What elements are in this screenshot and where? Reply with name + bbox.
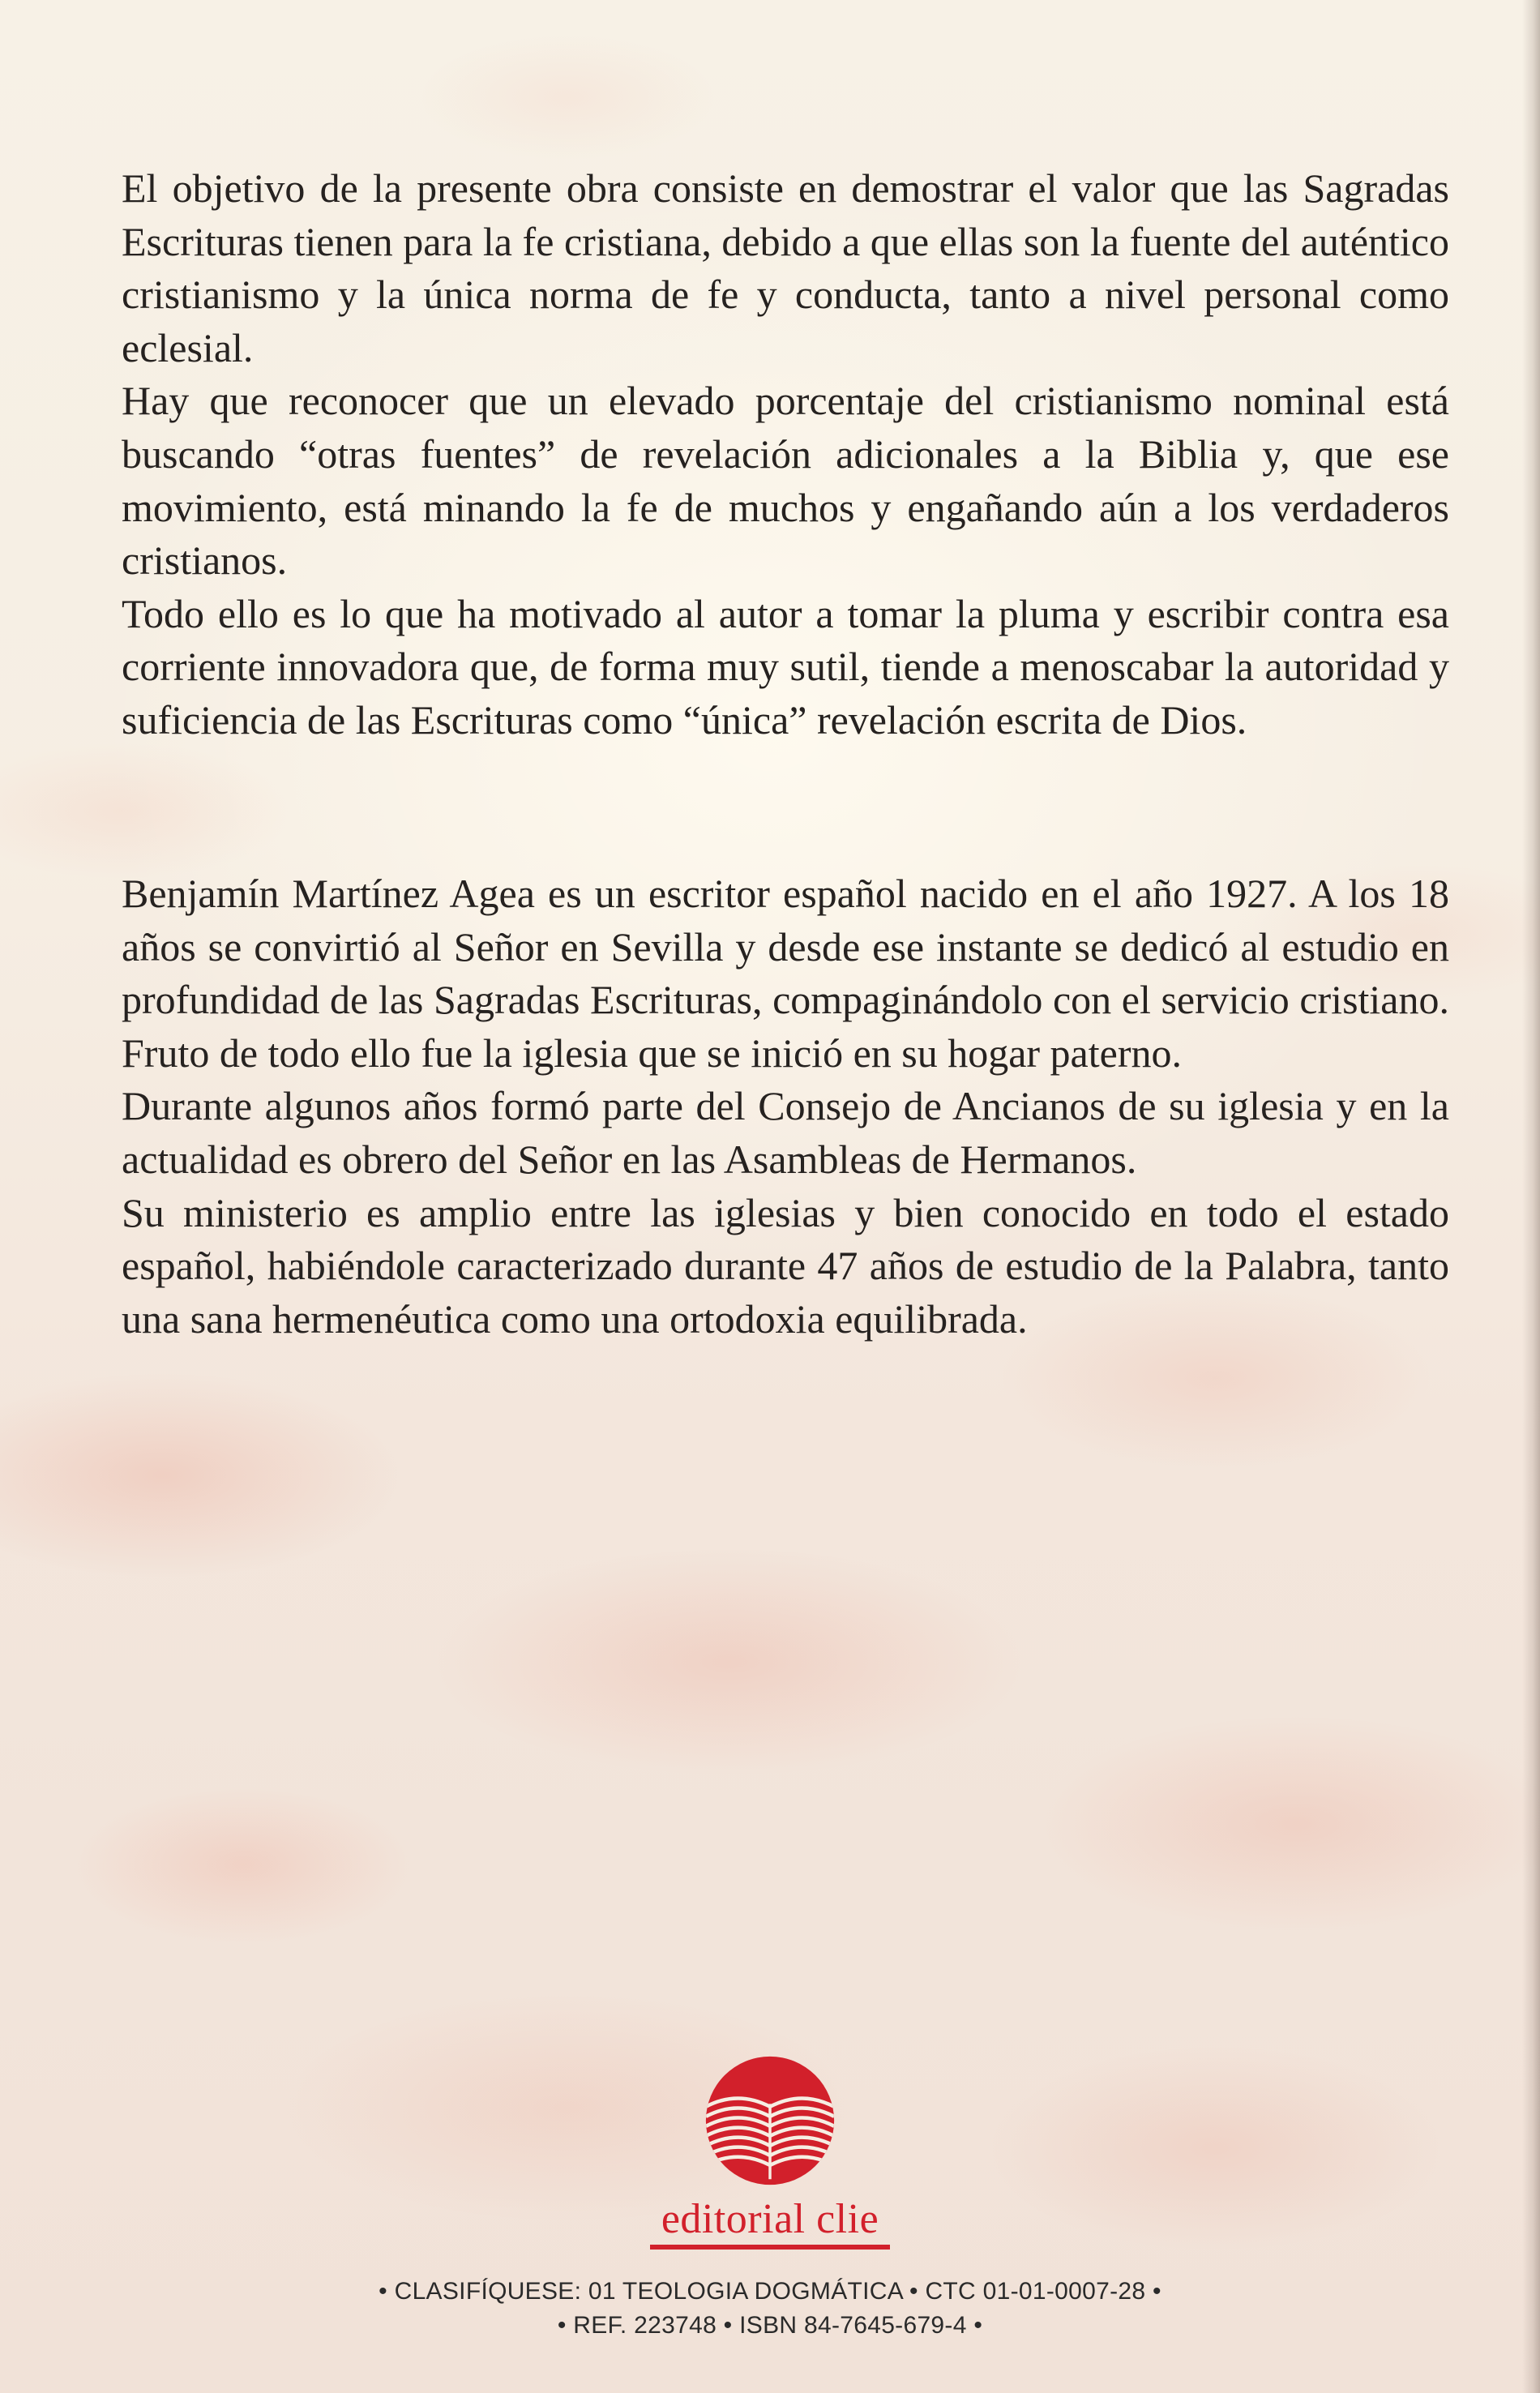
author-paragraph-2: Durante algunos años formó parte del Consejo de Ancianos de su iglesia y en la actualidad es obrero del Señor en las Asambleas de Hermanos. bbox=[122, 1083, 1449, 1182]
intro-paragraph-1: El objetivo de la presente obra consiste en demostrar el valor que las Sagradas Escrituras tienen para la fe cristiana, debido a que ellas son la fuente del auténtico cristianismo y la única norma de fe y conducta, tanto a nivel personal como eclesial. bbox=[122, 165, 1449, 370]
open-book-globe-icon bbox=[700, 2051, 840, 2190]
author-bio-block bbox=[122, 867, 1449, 1346]
author-paragraph-1: Benjamín Martínez Agea es un escritor español nacido en el año 1927. A los 18 años se convirtió al Señor en Sevilla y desde ese instante se dedicó al estudio en profundidad de las Sagradas Escrituras, compaginándolo con el servicio cristiano. Fruto de todo ello fue la iglesia que se inició en su hogar paterno. bbox=[122, 871, 1449, 1076]
intro-paragraph-2: Hay que reconocer que un elevado porcentaje del cristianismo nominal está buscando “otras fuentes” de revelación adicionales a la Biblia y, que ese movimiento, está minando la fe de muchos y engañando aún a los verdaderos cristianos. bbox=[122, 378, 1449, 584]
intro-paragraph-3: Todo ello es lo que ha motivado al autor a tomar la pluma y escribir contra esa corriente innovadora que, de forma muy sutil, tiende a menoscabar la autoridad y suficiencia de las Escrituras como “única” revelación escrita de Dios. bbox=[122, 590, 1449, 743]
publisher-underline bbox=[650, 2245, 890, 2250]
publisher-logo bbox=[0, 2051, 1540, 2250]
intro-text-block bbox=[122, 162, 1449, 747]
classification-line: • CLASIFÍQUESE: 01 TEOLOGIA DOGMÁTICA • CTC 01-01-0007-28 • bbox=[379, 2278, 1161, 2305]
spine-edge bbox=[1522, 0, 1540, 2393]
author-paragraph-3: Su ministerio es amplio entre las iglesias y bien conocido en todo el estado español, habiéndole caracterizado durante 47 años de estudio de la Palabra, tanto una sana hermenéutica como una ortodoxia equilibrada. bbox=[122, 1189, 1449, 1342]
publisher-name: editorial clie bbox=[661, 2196, 879, 2242]
isbn-line: • REF. 223748 • ISBN 84-7645-679-4 • bbox=[557, 2312, 983, 2339]
